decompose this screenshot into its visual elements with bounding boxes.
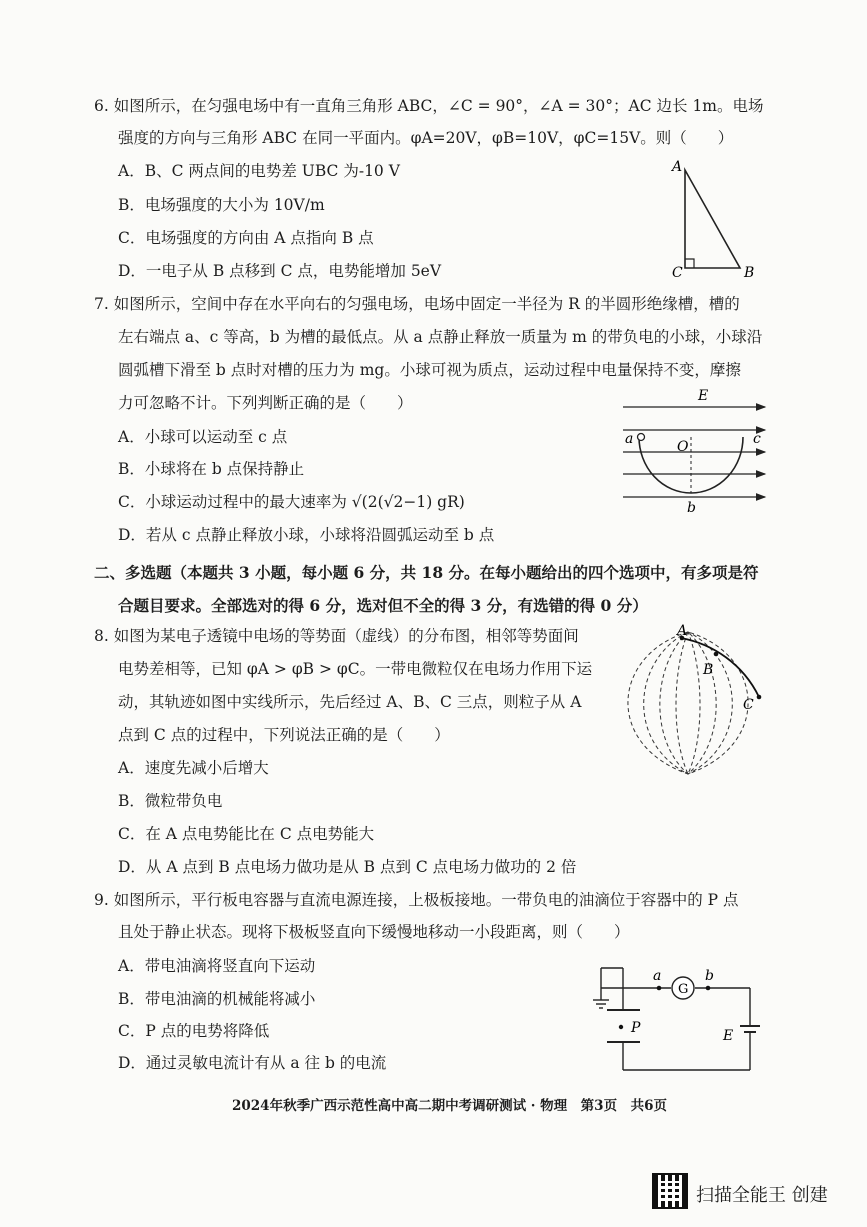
point-b [714,652,719,657]
q7-option-a: A．小球可以运动至 c 点 [118,428,288,446]
field-lines [623,407,765,497]
q7-semicircle-field-figure [615,385,775,515]
q7-option-b: B．小球将在 b 点保持静止 [118,460,305,478]
label-a: a [653,968,662,984]
q8-stem-line1: 8. 如图为某电子透镜中电场的等势面（虚线）的分布图，相邻等势面间 [94,627,579,645]
q6-option-d: D．一电子从 B 点移到 C 点，电势能增加 5eV [118,262,442,280]
label-c: c [753,431,761,447]
triangle-abc [685,170,740,268]
q9-stem-line2: 且处于静止状态。现将下极板竖直向下缓慢地移动一小段距离，则（ ） [118,923,630,941]
point-c [757,695,762,700]
label-g: G [678,982,689,997]
ball [638,434,645,441]
label-o: O [677,439,689,455]
q8-stem-line3: 动，其轨迹如图中实线所示，先后经过 A、B、C 三点，则粒子从 A [118,693,582,711]
node-b [706,986,711,991]
q9-option-c: C．P 点的电势将降低 [118,1022,270,1040]
q8-option-b: B．微粒带负电 [118,792,223,810]
node-a [657,986,662,991]
right-angle-mark [685,259,694,268]
q6-option-b: B．电场强度的大小为 10V/m [118,196,325,214]
q7-option-d: D．若从 c 点静止释放小球，小球将沿圆弧运动至 b 点 [118,526,495,544]
q9-option-b: B．带电油滴的机械能将减小 [118,990,316,1008]
q6-stem-line2: 强度的方向与三角形 ABC 在同一平面内。φA=20V，φB=10V，φC=15V。则（ ） [118,129,734,147]
q9-option-a: A．带电油滴将竖直向下运动 [118,957,316,975]
qr-code-icon [652,1173,688,1209]
q8-option-a: A．速度先减小后增大 [118,759,269,777]
label-e: E [723,1028,734,1044]
q7-stem-line1: 7. 如图所示，空间中存在水平向右的匀强电场，电场中固定一半径为 R 的半圆形绝缘槽，槽的 [94,295,740,313]
label-p: P [631,1020,641,1036]
label-e: E [698,388,709,404]
q8-stem-line4: 点到 C 点的过程中，下列说法正确的是（ ） [118,726,450,744]
q6-triangle-figure [662,155,772,285]
q7-option-c: C．小球运动过程中的最大速率为 √(2(√2−1) gR) [118,493,465,511]
page-footer: 2024年秋季广西示范性高中高二期中考调研测试 · 物理 第3页 共6页 [232,1098,667,1114]
q9-stem-line1: 9. 如图所示，平行板电容器与直流电源连接，上极板接地。一带负电的油滴位于容器中的 P 点 [94,891,739,909]
equipotential-lines [628,632,748,774]
section2-heading-line1: 二、多选题（本题共 3 小题，每小题 6 分，共 18 分。在每小题给出的四个选项中，有多项是符 [94,563,759,582]
q8-option-c: C．在 A 点电势能比在 C 点电势能大 [118,825,375,843]
q6-stem-line1: 6. 如图所示，在匀强电场中有一直角三角形 ABC，∠C = 90°，∠A = 30°；AC 边长 1m。电场 [94,97,764,115]
q9-capacitor-circuit-figure [585,960,765,1080]
label-b: b [705,968,714,984]
label-b: b [687,500,696,515]
q8-option-d: D．从 A 点到 B 点电场力做功是从 B 点到 C 点电场力做功的 2 倍 [118,858,577,876]
label-a: a [625,431,634,447]
scanner-watermark: 扫描全能王 创建 [696,1185,828,1206]
label-c: C [672,265,683,281]
label-b: B [744,265,755,281]
oil-drop-p [619,1025,623,1029]
q8-stem-line2: 电势差相等，已知 φA > φB > φC。一带电微粒仅在电场力作用下运 [118,660,593,678]
q7-stem-line3: 圆弧槽下滑至 b 点时对槽的压力为 mg。小球可视为质点，运动过程中电量保持不变，摩擦 [118,361,741,379]
label-c: C [743,697,754,713]
section2-heading-line2: 合题目要求。全部选对的得 6 分，选对但不全的得 3 分，有选错的得 0 分） [118,596,648,615]
q9-option-d: D．通过灵敏电流计有从 a 往 b 的电流 [118,1054,387,1072]
label-a: A [677,624,688,639]
label-b: B [703,662,714,678]
q7-stem-line4: 力可忽略不计。下列判断正确的是（ ） [118,394,413,412]
q8-equipotential-figure [603,624,773,784]
q6-option-c: C．电场强度的方向由 A 点指向 B 点 [118,229,374,247]
label-a: A [672,159,683,175]
q7-stem-line2: 左右端点 a、c 等高，b 为槽的最低点。从 a 点静止释放一质量为 m 的带负电的小球，小球沿 [118,328,763,346]
q6-option-a: A．B、C 两点间的电势差 UBC 为-10 V [118,162,400,180]
